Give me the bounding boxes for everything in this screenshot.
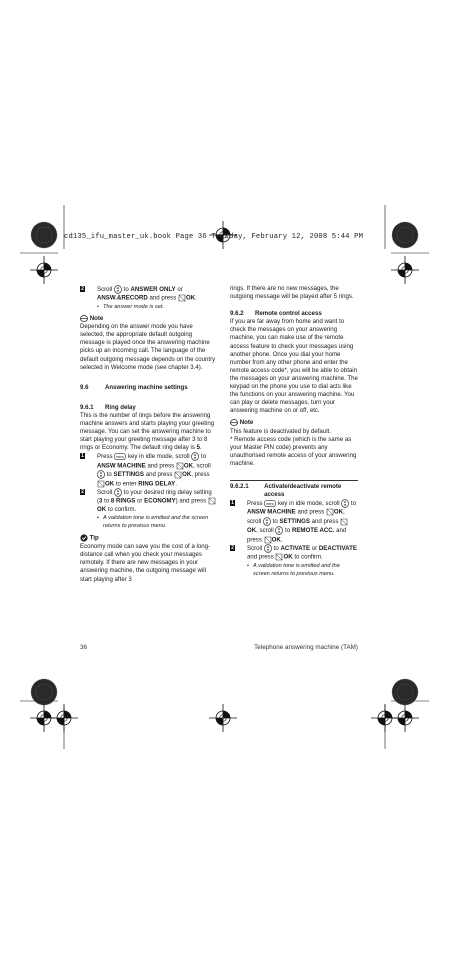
menu-key-icon: [114, 453, 126, 460]
ok-softkey-icon: [340, 518, 348, 526]
ok-softkey-icon: [264, 536, 272, 544]
step-number-2: 2: [81, 286, 84, 292]
left-column: [80, 285, 218, 584]
ring-delay-step-2: 2 Scroll to your desired ring delay setting (3 to 8 RINGS or ECONOMY) and press OK to confirm.: [80, 488, 218, 514]
page-number: 36: [80, 644, 88, 651]
tip-heading: Tip: [80, 534, 218, 543]
bullet-validation-tone: • A validation tone is emitted and the screen returns to previous menu.: [247, 562, 358, 578]
ok-softkey-icon: [97, 480, 105, 488]
svg-text:menu: menu: [116, 455, 125, 460]
step-number-1: 1: [81, 453, 84, 460]
note-line-1: This feature is deactivated by default.: [230, 427, 331, 435]
note-icon: [80, 315, 88, 322]
tip-continuation-text: rings. If there are no new messages, the outgoing message will be played after 5 rings.: [230, 285, 354, 301]
menu-key-icon: [264, 500, 276, 507]
scroll-key-icon: [341, 499, 349, 508]
scroll-key-icon: [275, 526, 283, 535]
remote-access-step-1: 1 Press menu key in idle mode, scroll to ANSW MACHINE and press OK, scroll to SETTINGS and press OK, scroll to REMOTE ACC. and press OK.: [231, 500, 357, 544]
scroll-key-icon: [191, 452, 199, 461]
ok-softkey-icon: [326, 508, 334, 516]
footer-section-title: Telephone answering machine (TAM): [254, 644, 358, 651]
step-number-2: 2: [231, 545, 234, 552]
section-heading-9-6: 9.6 Answering machine settings: [80, 383, 188, 391]
right-column: [230, 285, 358, 578]
remote-access-text: If you are far away from home and want to check the messages on your answering machine, you can make use of the remote access feature to check your messages using another phone. Once you dial your home number from any other phone and enter the remote access code*, you will be able to obtain the messages on your answering machine. The keypad on the phone you use to dial acts like the functions on your answering machine. You can play or delete messages, turn your answering machine on or off, etc.: [230, 318, 358, 415]
scroll-key-icon: [114, 285, 122, 294]
svg-text:menu: menu: [266, 502, 275, 507]
note-line-2: * Remote access code (which is the same as your Master PIN code) prevents any unauthorised remote access of your answering machine.: [230, 435, 357, 467]
note-heading: Note: [80, 315, 218, 323]
step-2-answer-mode: 2 Scroll to ANSWER ONLY or ANSW.&RECORD and press OK.: [81, 286, 197, 302]
ok-softkey-icon: [208, 497, 216, 505]
scroll-key-icon: [264, 544, 272, 553]
tip-icon: [80, 534, 88, 542]
ok-softkey-icon: [174, 471, 182, 479]
scroll-key-icon: [97, 470, 105, 479]
section-heading-9-6-2-1: 9.6.2.1 Activate/deactivate remote access: [230, 483, 342, 499]
page-header: cd135_ifu_master_uk.book Page 36 Tuesday, February 12, 2008 5:44 PM: [64, 233, 364, 241]
note-heading: Note: [230, 419, 358, 427]
ring-delay-text: This is the number of rings before the answering machine answers and starts playing your greeting message. You can set the answering machine to start playing your greeting message after 3 to 8 rings or Economy. The default ring delay is 5.: [80, 411, 215, 452]
step-number-1: 1: [231, 500, 234, 507]
note-text: Depending on the answer mode you have selected, the appropriate default outgoing message is played once the answering machine picks up an incoming call. The language of the default outgoing message depends on the country selected in Welcome mode (see chapter 3.4).: [80, 323, 216, 371]
step-number-2: 2: [81, 489, 84, 496]
ok-softkey-icon: [176, 462, 184, 470]
remote-access-step-2: 2 Scroll to ACTIVATE or DEACTIVATE and press OK to confirm.: [231, 545, 357, 562]
bullet-answer-mode-set: • The answer mode is set.: [97, 303, 218, 311]
scroll-key-icon: [263, 517, 271, 526]
section-heading-9-6-1: 9.6.1 Ring delay: [80, 403, 136, 411]
ring-delay-step-1: 1 Press menu key in idle mode, scroll to ANSW MACHINE and press OK, scroll to SETTINGS and press OK, press OK to enter RING DELAY.: [81, 453, 211, 488]
section-heading-9-6-2: 9.6.2 Remote control access: [230, 310, 322, 318]
note-icon: [230, 419, 238, 426]
ok-softkey-icon: [178, 294, 186, 302]
scroll-key-icon: [114, 488, 122, 497]
bullet-validation-tone: • A validation tone is emitted and the screen returns to previous menu.: [97, 514, 218, 530]
tip-text: Economy mode can save you the cost of a long-distance call when you check your messages remotely. If there are new messages in your answering machine, the outgoing message will start playing after 3: [80, 543, 211, 583]
section-rule: [230, 480, 358, 481]
